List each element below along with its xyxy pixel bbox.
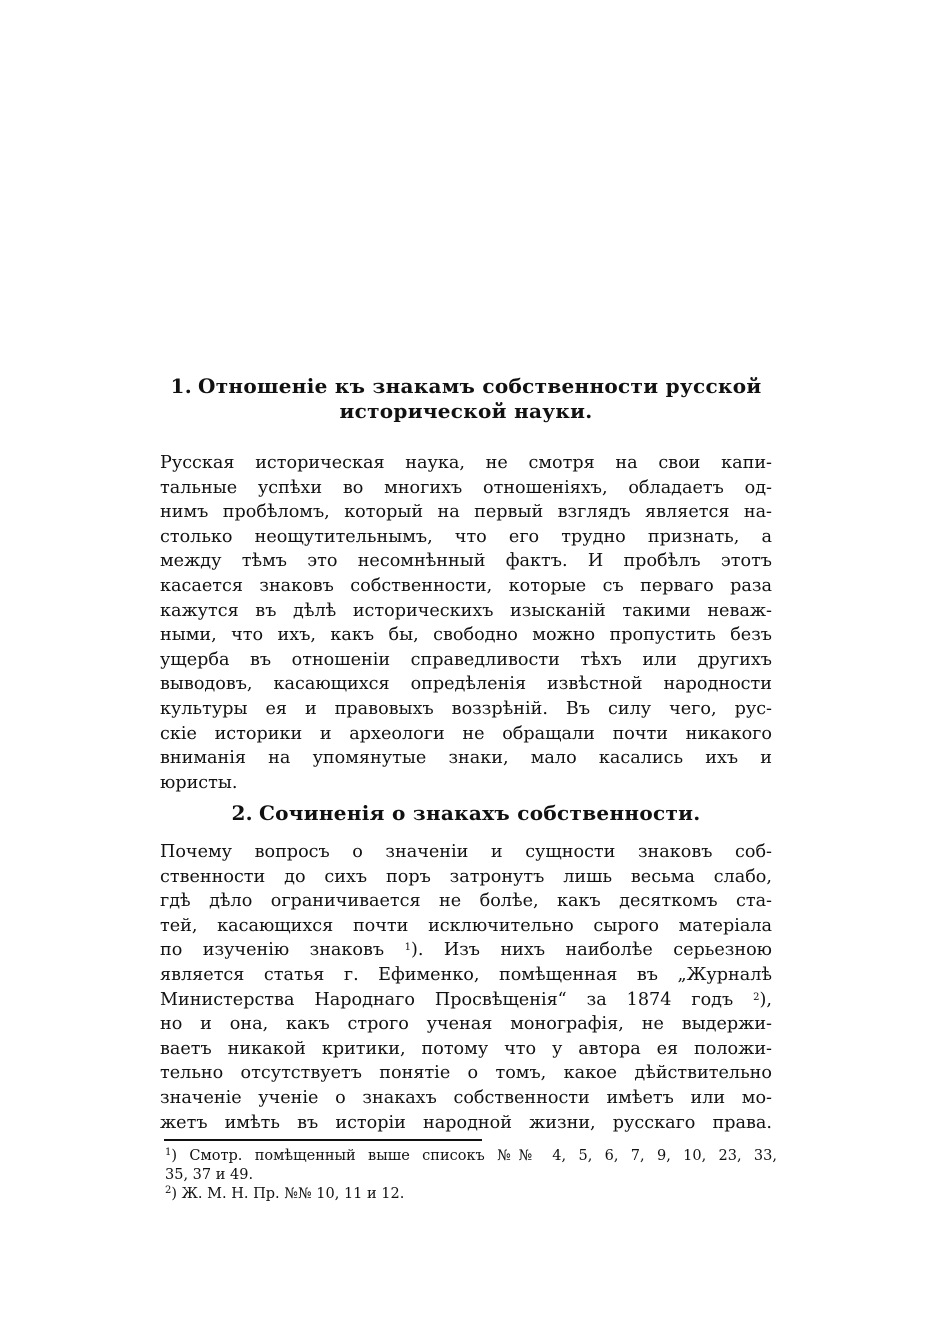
section-1-title-line-1: Отношеніе къ знакамъ собственности русской [197, 374, 762, 398]
footnote-ref-2[interactable]: 2 [753, 991, 760, 1003]
paragraph-1-line: ущерба въ отношеніи справедливости тѣхъ или другихъ [160, 649, 772, 670]
paragraph-1-line: ными, что ихъ, какъ бы, свободно можно пропустить безъ [160, 625, 772, 646]
footnote-2 [165, 1185, 777, 1204]
paragraph-1-line: касается знаковъ собственности, которые съ перваго раза [160, 575, 772, 596]
paragraph-2-line: гдѣ дѣло ограничивается не болѣе, какъ десяткомъ ста- [160, 891, 772, 912]
section-2-title: Сочиненія о знакахъ собственности. [258, 801, 701, 825]
footnote-1-line-2: 35, 37 и 49. [165, 1167, 254, 1183]
section-2-number: 2. [231, 801, 253, 825]
footnote-divider [164, 1139, 482, 1141]
paragraph-1-line: культуры ея и правовыхъ воззрѣній. Въ силу чего, рус- [160, 698, 772, 719]
paragraph-2-line [160, 988, 772, 1013]
footnote-2-mark: 2 [165, 1185, 172, 1196]
paragraph-2-text: Министерства Народнаго Просвѣщенія“ за 1874 годъ [160, 989, 754, 1010]
paragraph-2-line: тей, касающихся почти исключительно сырого матеріала [160, 915, 772, 936]
paragraph-2-line: значеніе ученіе о знакахъ собственности имѣетъ или мо- [160, 1087, 772, 1108]
paragraph-1-line: выводовъ, касающихся опредѣленія извѣстной народности [160, 674, 772, 695]
paragraph-1-line: кажутся въ дѣлѣ историческихъ изысканій такими неваж- [160, 600, 772, 621]
footnote-1-mark: 1 [165, 1147, 172, 1158]
footnote-1-text: ) Смотр. помѣщенный выше списокъ №№ 4, 5, 6, 7, 9, 10, 23, 33, [171, 1148, 777, 1164]
paragraph-2-line: жетъ имѣть въ исторіи народной жизни, русскаго права. [160, 1112, 772, 1133]
paragraph-2-line: ваетъ никакой критики, потому что у автора ея положи- [160, 1038, 772, 1059]
footnote-2-line [165, 1185, 777, 1204]
paragraph-1-line: Русская историческая наука, не смотря на свои капи- [160, 453, 772, 473]
paragraph-1-line: юристы. [160, 772, 238, 793]
footnotes [165, 1147, 777, 1204]
footnote-1-line-1 [165, 1147, 777, 1166]
footnote-2-text: ) Ж. М. Н. Пр. №№ 10, 11 и 12. [171, 1186, 405, 1202]
paragraph-2 [160, 840, 772, 1135]
section-1-number: 1. [170, 374, 192, 398]
paragraph-2-line: является статья г. Ефименко, помѣщенная въ „Журналѣ [160, 964, 772, 985]
paragraph-1 [160, 451, 772, 795]
section-2-heading [160, 801, 772, 826]
paragraph-1-line: столько неощутительнымъ, что его трудно признать, а [160, 526, 772, 547]
paragraph-1-line: скіе историки и археологи не обращали почти никакого [160, 723, 772, 744]
paragraph-1-line: между тѣмъ это несомнѣнный фактъ. И пробѣлъ этотъ [160, 551, 772, 572]
section-1-title-line-2: исторической науки. [339, 399, 593, 423]
paragraph-1-line: тальные успѣхи во многихъ отношеніяхъ, обладаетъ од- [160, 477, 772, 498]
paragraph-1-line: вниманія на упомянутые знаки, мало касались ихъ и [160, 748, 772, 769]
paragraph-2-text: по изученію знаковъ [160, 940, 405, 961]
paragraph-2-text: ). Изъ нихъ наиболѣе серьезною [410, 940, 773, 961]
section-1-heading [160, 374, 772, 424]
paragraph-1-line: нимъ пробѣломъ, который на первый взглядъ является на- [160, 502, 772, 523]
paragraph-2-line: тельно отсутствуетъ понятіе о томъ, какое дѣйствительно [160, 1063, 772, 1084]
paragraph-2-text: ), [759, 989, 772, 1010]
paragraph-2-line: ственности до сихъ поръ затронутъ лишь весьма слабо, [160, 866, 772, 887]
footnote-ref-1[interactable]: 1 [404, 942, 411, 954]
paragraph-2-line: Почему вопросъ о значеніи и сущности знаковъ соб- [160, 842, 772, 862]
paragraph-2-line: но и она, какъ строго ученая монографія, не выдержи- [160, 1014, 772, 1035]
footnote-1 [165, 1147, 777, 1185]
paragraph-2-line [160, 938, 772, 963]
